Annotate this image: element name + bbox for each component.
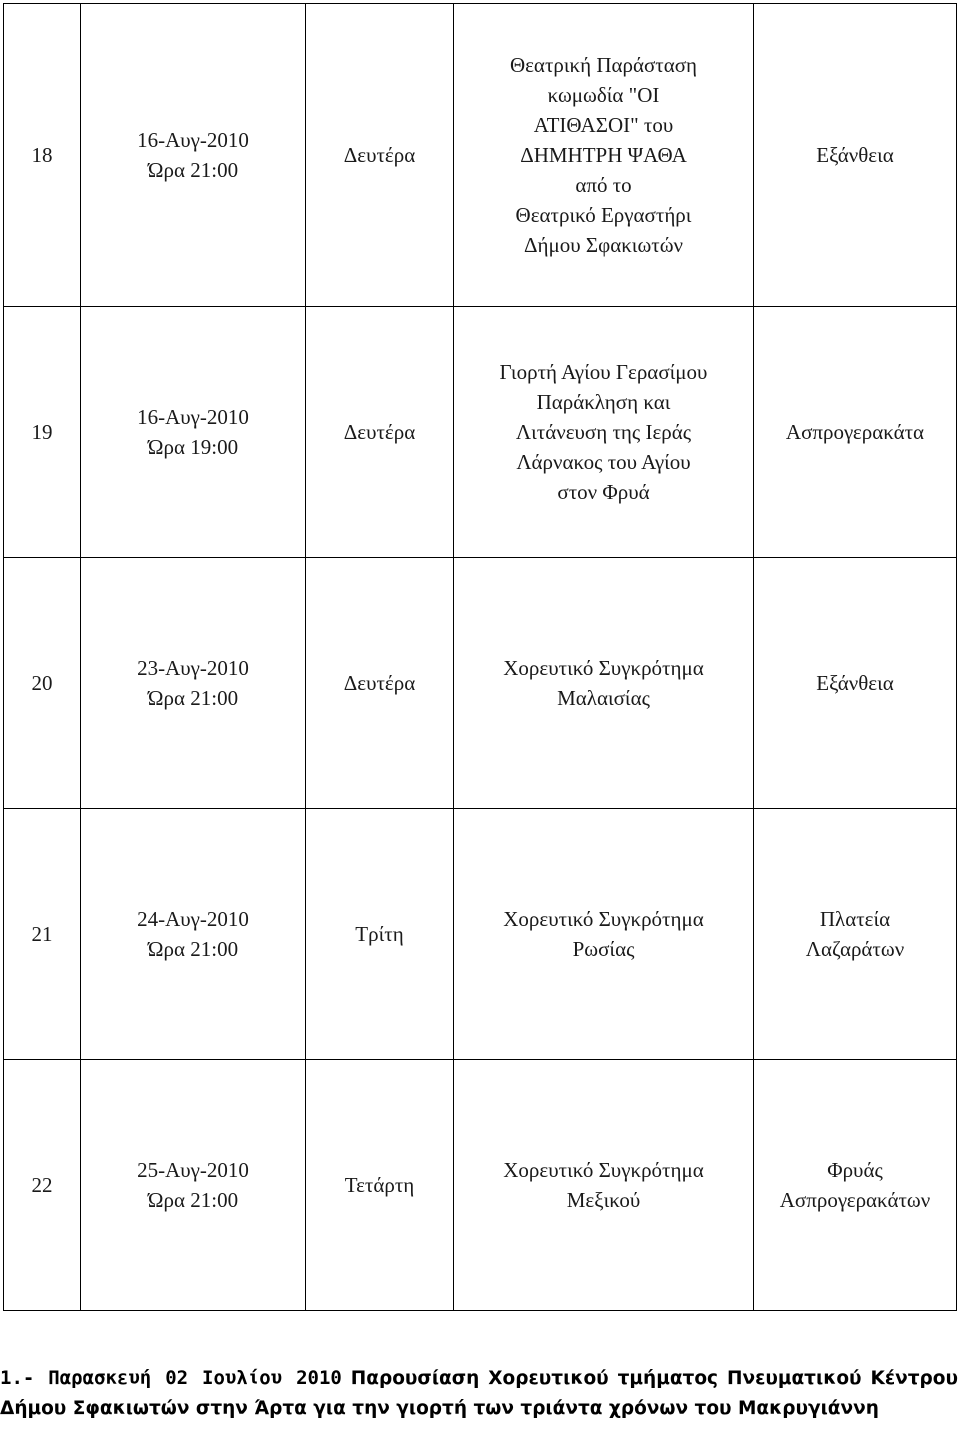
date-time-cell (81, 1060, 306, 1311)
event-date: 24-Αυγ-2010 (137, 907, 249, 931)
description-line: κωμωδία "ΟΙ (547, 83, 660, 107)
event-time: Ώρα 21:00 (147, 686, 239, 710)
location-line: Ασπρογερακάτων (779, 1188, 931, 1212)
location-line: Λαζαράτων (805, 937, 905, 961)
event-location (754, 809, 957, 1060)
row-number: 21 (4, 809, 81, 1060)
event-time: Ώρα 21:00 (147, 158, 239, 182)
description-line: Μαλαισίας (557, 686, 650, 710)
table-row (4, 1060, 957, 1311)
event-location (754, 4, 957, 307)
event-time: Ώρα 21:00 (147, 1188, 239, 1212)
description-line: ΑΤΙΘΑΣΟΙ" του (533, 113, 674, 137)
description-line: Μεξικού (566, 1188, 641, 1212)
description-line: Θεατρική Παράσταση (509, 53, 698, 77)
event-time: Ώρα 21:00 (147, 937, 239, 961)
event-location (754, 1060, 957, 1311)
description-line: στον Φρυά (557, 480, 650, 504)
event-day: Δευτέρα (306, 558, 454, 809)
description-line: Παράκληση και (536, 390, 671, 414)
table-row (4, 4, 957, 307)
event-date: 16-Αυγ-2010 (137, 128, 249, 152)
event-location (754, 558, 957, 809)
description-line: Χορευτικό Συγκρότημα (503, 907, 704, 931)
row-number: 18 (4, 4, 81, 307)
description-line: Γιορτή Αγίου Γερασίμου (499, 360, 708, 384)
event-date: 25-Αυγ-2010 (137, 1158, 249, 1182)
event-date: 23-Αυγ-2010 (137, 656, 249, 680)
event-location (754, 307, 957, 558)
event-day: Δευτέρα (306, 4, 454, 307)
event-description (454, 4, 754, 307)
table-row (4, 809, 957, 1060)
location-line: Πλατεία (819, 907, 891, 931)
event-description (454, 1060, 754, 1311)
description-line: Λιτάνευση της Ιεράς (515, 420, 692, 444)
location-line: Ασπρογερακάτα (785, 420, 925, 444)
date-time-cell (81, 558, 306, 809)
row-number: 19 (4, 307, 81, 558)
description-line: από το (575, 173, 632, 197)
event-day: Τρίτη (306, 809, 454, 1060)
event-description (454, 307, 754, 558)
date-time-cell (81, 809, 306, 1060)
description-line: Χορευτικό Συγκρότημα (503, 656, 704, 680)
event-day: Δευτέρα (306, 307, 454, 558)
row-number: 22 (4, 1060, 81, 1311)
event-time: Ώρα 19:00 (147, 435, 239, 459)
events-table (3, 3, 957, 1311)
event-description (454, 558, 754, 809)
row-number: 20 (4, 558, 81, 809)
location-line: Εξάνθεια (816, 143, 894, 167)
event-date: 16-Αυγ-2010 (137, 405, 249, 429)
description-line: Χορευτικό Συγκρότημα (503, 1158, 704, 1182)
location-line: Εξάνθεια (816, 671, 894, 695)
description-line: Ρωσίας (572, 937, 635, 961)
date-time-cell (81, 307, 306, 558)
table-row (4, 558, 957, 809)
date-time-cell (81, 4, 306, 307)
footer-note (0, 1363, 958, 1424)
table-row (4, 307, 957, 558)
description-line: Λάρνακος του Αγίου (516, 450, 691, 474)
description-line: Δήμου Σφακιωτών (523, 233, 684, 257)
description-line: ΔΗΜΗΤΡΗ ΨΑΘΑ (520, 143, 687, 167)
description-line: Θεατρικό Εργαστήρι (515, 203, 692, 227)
location-line: Φρυάς (827, 1158, 883, 1182)
event-description (454, 809, 754, 1060)
footer-note-text: Παρουσίαση Χορευτικού τμήματος Πνευματικού Κέντρου Δήμου Σφακιωτών στην Άρτα για την γιορτή των τριάντα χρόνων του Μακρυγιάννη (0, 1367, 958, 1419)
footer-note-lead: 1.- Παρασκευή 02 Ιουλίου 2010 (0, 1366, 342, 1389)
event-day: Τετάρτη (306, 1060, 454, 1311)
